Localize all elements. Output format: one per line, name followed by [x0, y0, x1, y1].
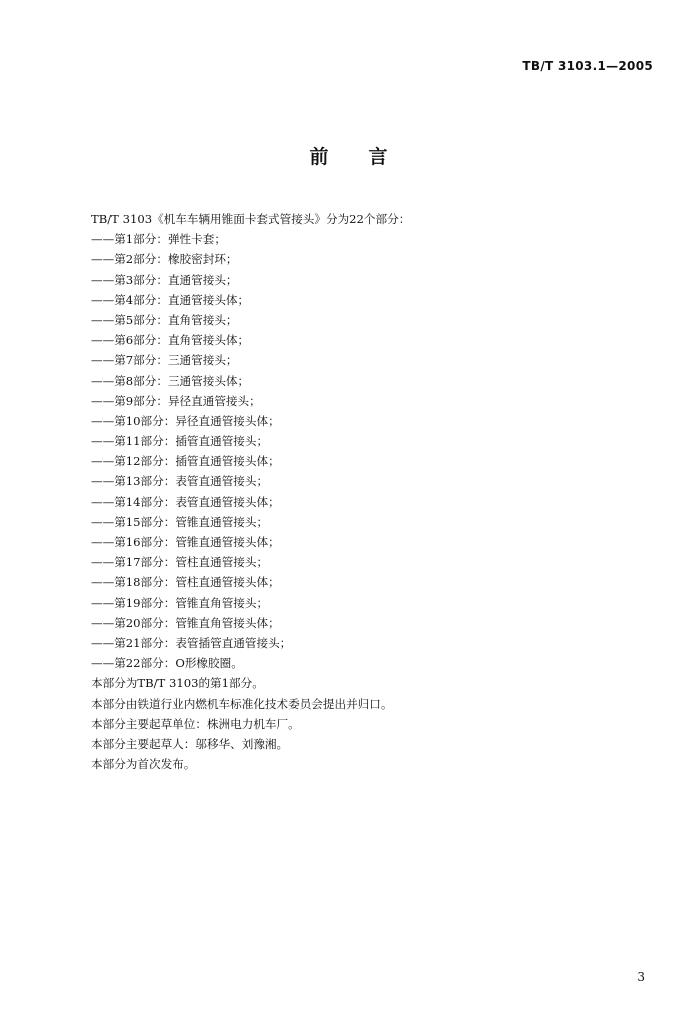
- foreword-body: [91, 209, 651, 774]
- list-item: ——第5部分：直角管接头；: [91, 312, 238, 327]
- heading-char-2: 言: [368, 146, 388, 168]
- standard-number: TB/T 3103.1—2005: [522, 59, 653, 73]
- drafting-organization-statement: 本部分主要起草单位：株洲电力机车厂。: [91, 716, 300, 731]
- part-designation-statement: 本部分为TB/T 3103的第1部分。: [91, 676, 264, 691]
- list-item: ——第14部分：表管直通管接头体；: [91, 494, 280, 509]
- list-item: ——第13部分：表管直通管接头；: [91, 474, 269, 489]
- section-heading: [0, 142, 697, 169]
- list-item: ——第19部分：管锥直角管接头；: [91, 595, 269, 610]
- list-item: ——第9部分：异径直通管接头；: [91, 393, 261, 408]
- list-item: ——第6部分：直角管接头体；: [91, 333, 250, 348]
- heading-char-1: 前: [309, 146, 329, 168]
- list-item: ——第8部分：三通管接头体；: [91, 373, 250, 388]
- intro-paragraph: TB/T 3103《机车车辆用锥面卡套式管接头》分为22个部分：: [91, 212, 411, 226]
- list-item: ——第20部分：管锥直角管接头体；: [91, 615, 280, 630]
- list-item: ——第1部分：弹性卡套；: [91, 232, 226, 247]
- list-item: ——第11部分：插管直通管接头；: [91, 434, 269, 449]
- list-item: ——第16部分：管锥直通管接头体；: [91, 535, 280, 549]
- list-item: ——第22部分：O形橡胶圈。: [91, 656, 243, 671]
- list-item: ——第21部分：表管插管直通管接头；: [91, 635, 292, 650]
- list-item: ——第4部分：直通管接头体；: [91, 292, 250, 307]
- first-release-statement: 本部分为首次发布。: [91, 757, 196, 772]
- page-number: 3: [637, 970, 645, 984]
- list-item: ——第15部分：管锥直通管接头；: [91, 514, 269, 529]
- list-item: ——第10部分：异径直通管接头体；: [91, 413, 280, 428]
- list-item: ——第12部分：插管直通管接头体；: [91, 454, 280, 469]
- proposer-statement: 本部分由铁道行业内燃机车标准化技术委员会提出并归口。: [91, 696, 393, 711]
- list-item: ——第7部分：三通管接头；: [91, 353, 238, 368]
- list-item: ——第2部分：橡胶密封环；: [91, 252, 238, 267]
- parts-list: [91, 229, 651, 673]
- drafters-statement: 本部分主要起草人：邬移华、刘豫湘。: [91, 736, 289, 751]
- list-item: ——第17部分：管柱直通管接头；: [91, 555, 269, 570]
- closing-statements: [91, 673, 651, 774]
- list-item: ——第3部分：直通管接头；: [91, 272, 238, 287]
- list-item: ——第18部分：管柱直通管接头体；: [91, 575, 280, 590]
